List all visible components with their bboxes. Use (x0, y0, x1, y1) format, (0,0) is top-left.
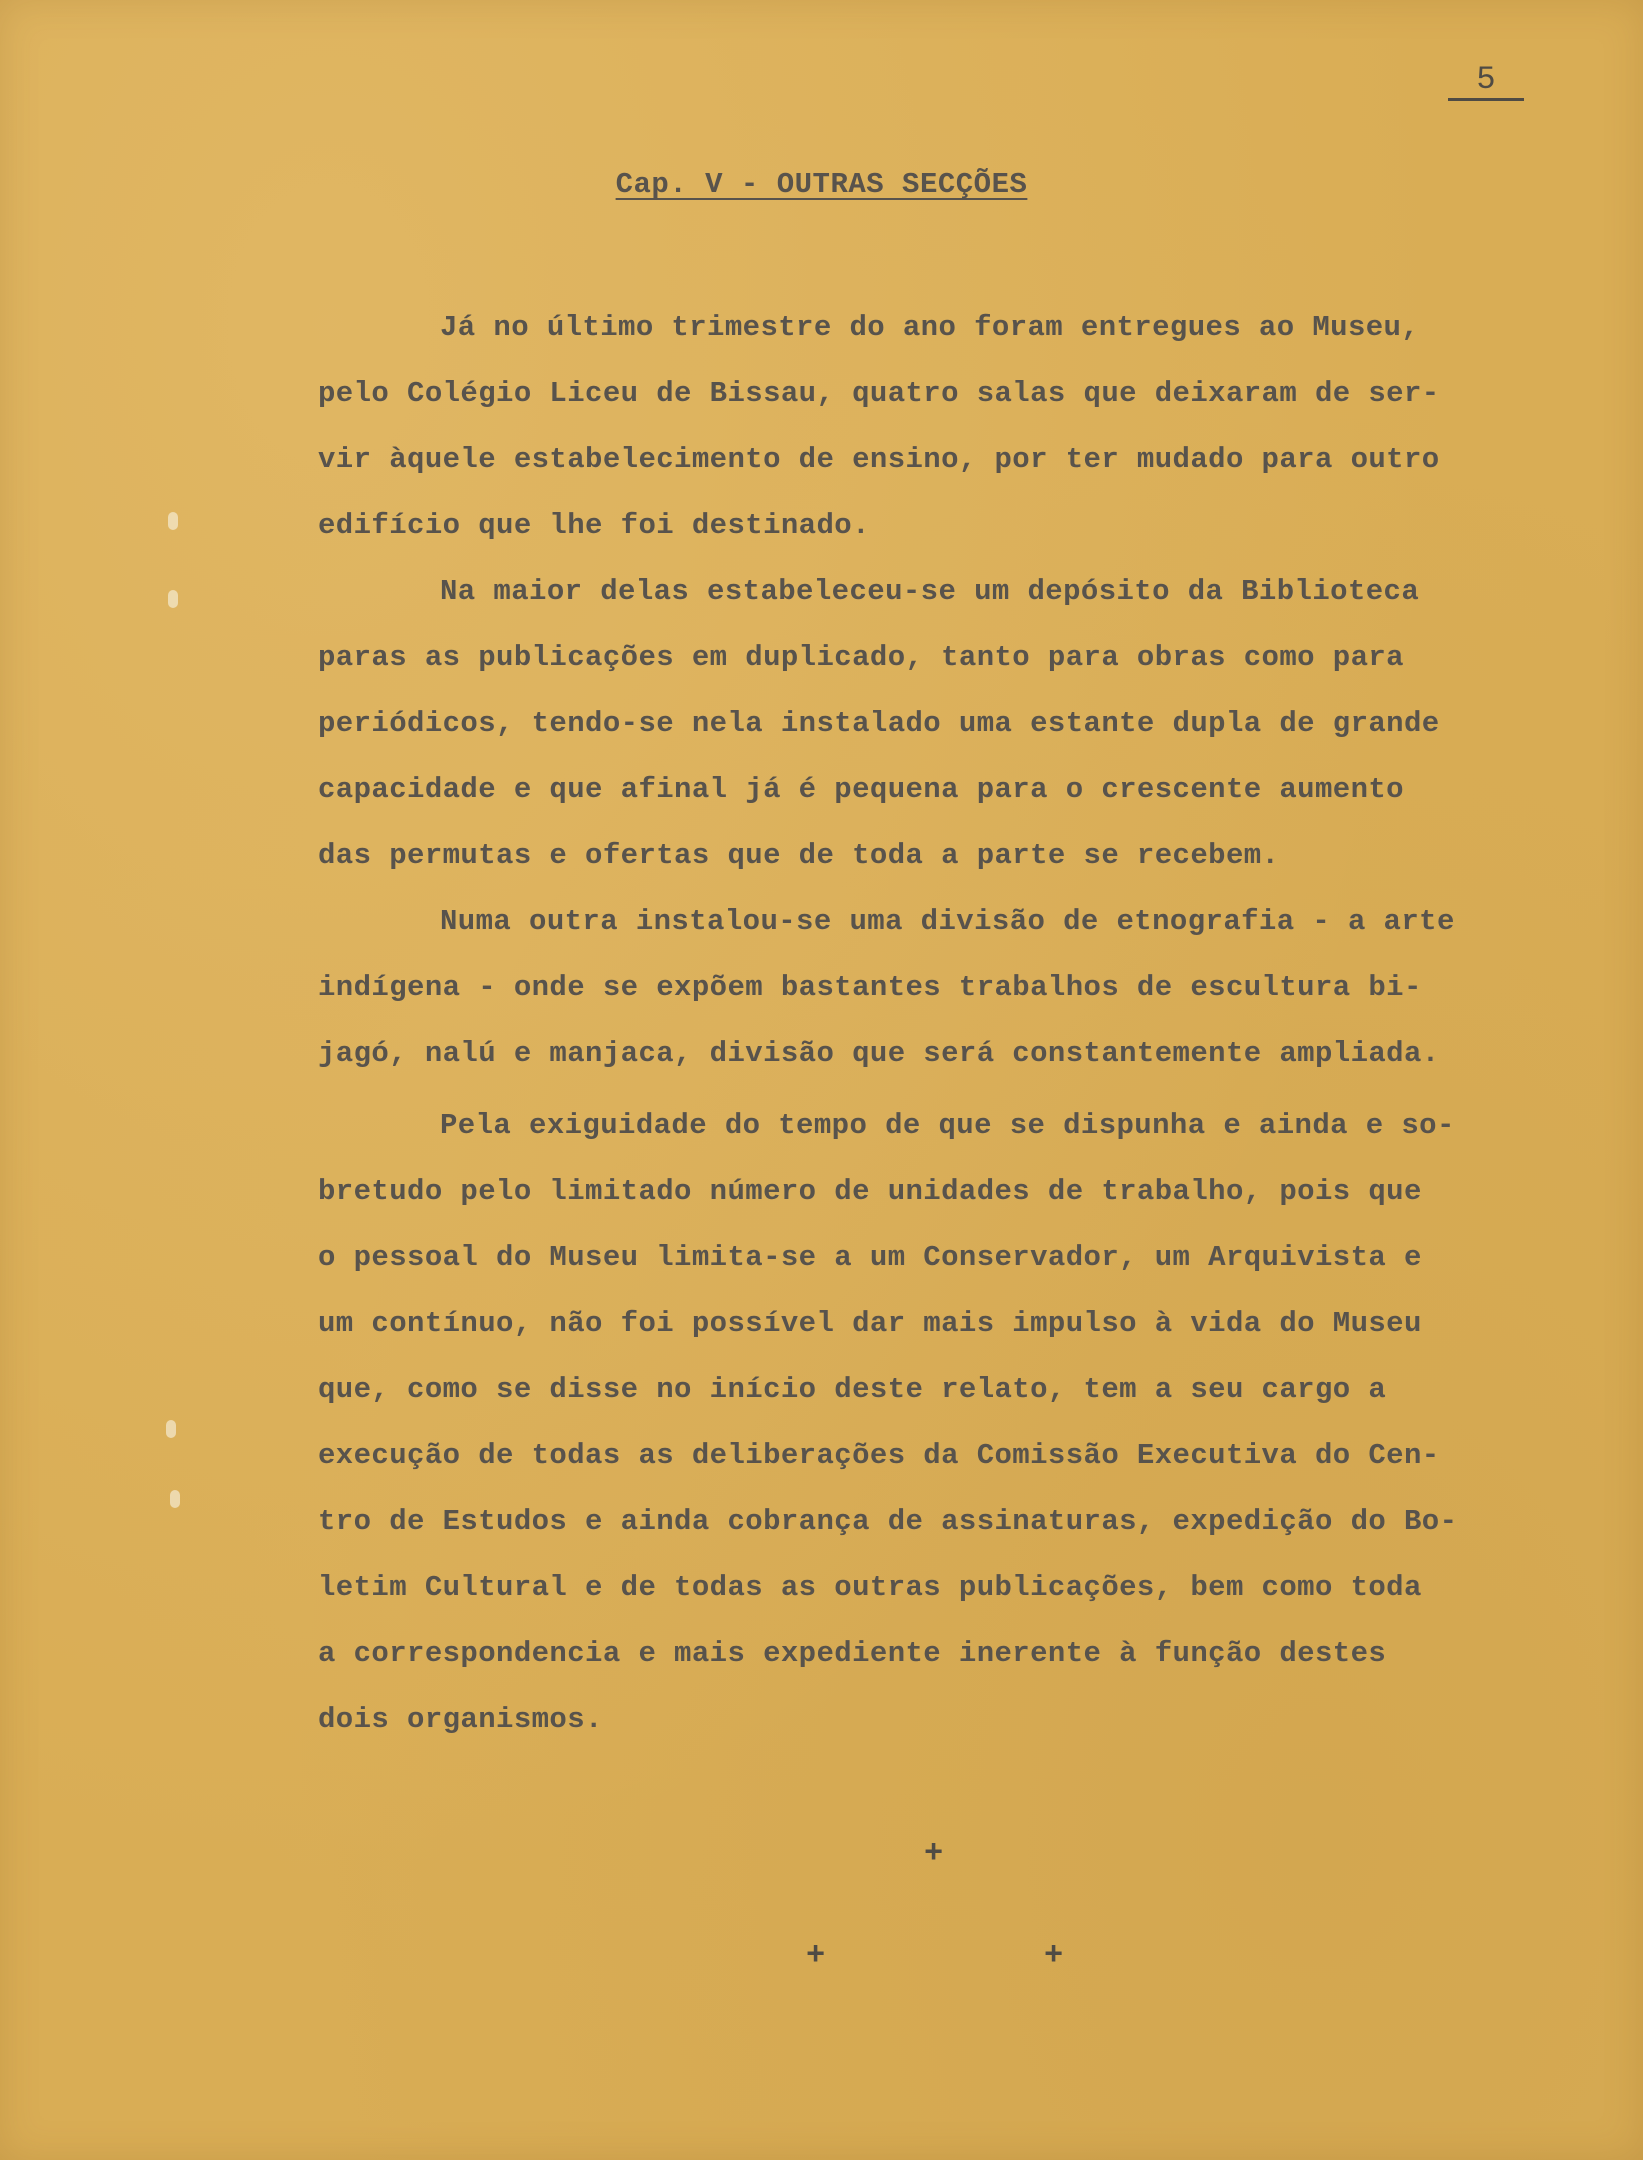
text-line: periódicos, tendo-se nela instalado uma estante dupla de grande (318, 707, 1440, 740)
text-line: indígena - onde se expõem bastantes trabalhos de escultura bi- (318, 971, 1422, 1004)
text-line: pelo Colégio Liceu de Bissau, quatro salas que deixaram de ser- (318, 377, 1440, 410)
text-line: edifício que lhe foi destinado. (318, 509, 870, 542)
text-line: vir àquele estabelecimento de ensino, por ter mudado para outro (318, 443, 1440, 476)
text-line: letim Cultural e de todas as outras publicações, bem como toda (318, 1571, 1422, 1604)
punch-hole (168, 590, 178, 608)
text-line: bretudo pelo limitado número de unidades de trabalho, pois que (318, 1175, 1422, 1208)
text-line: das permutas e ofertas que de toda a parte se recebem. (318, 839, 1280, 872)
text-line: que, como se disse no início deste relato, tem a seu cargo a (318, 1373, 1387, 1406)
text-line: dois organismos. (318, 1703, 603, 1736)
text-line: tro de Estudos e ainda cobrança de assinaturas, expedição do Bo- (318, 1505, 1458, 1538)
text-line: execução de todas as deliberações da Comissão Executiva do Cen- (318, 1439, 1440, 1472)
punch-hole (166, 1420, 176, 1438)
end-mark: + (924, 1835, 944, 1872)
text-line: Pela exiguidade do tempo de que se dispunha e ainda e so- (440, 1109, 1455, 1142)
text-line: um contínuo, não foi possível dar mais impulso à vida do Museu (318, 1307, 1422, 1340)
end-mark: + (806, 1937, 826, 1974)
text-line: o pessoal do Museu limita-se a um Conservador, um Arquivista e (318, 1241, 1422, 1274)
text-line: Numa outra instalou-se uma divisão de etnografia - a arte (440, 905, 1455, 938)
paragraph (318, 1093, 1608, 1753)
text-line: a correspondencia e mais expediente inerente à função destes (318, 1637, 1387, 1670)
end-mark: + (1044, 1937, 1064, 1974)
paragraph (318, 295, 1608, 559)
paragraph (318, 559, 1608, 889)
body-text (318, 295, 1608, 1753)
punch-hole (170, 1490, 180, 1508)
chapter-heading: Cap. V - OUTRAS SECÇÕES (615, 168, 1028, 201)
text-line: Na maior delas estabeleceu-se um depósito da Biblioteca (440, 575, 1420, 608)
page-number: 5 (1448, 62, 1524, 101)
text-line: paras as publicações em duplicado, tanto para obras como para (318, 641, 1404, 674)
paragraph (318, 889, 1608, 1087)
punch-hole (168, 512, 178, 530)
text-line: capacidade e que afinal já é pequena para o crescente aumento (318, 773, 1404, 806)
text-line: jagó, nalú e manjaca, divisão que será constantemente ampliada. (318, 1037, 1440, 1070)
text-line: Já no último trimestre do ano foram entregues ao Museu, (440, 311, 1420, 344)
